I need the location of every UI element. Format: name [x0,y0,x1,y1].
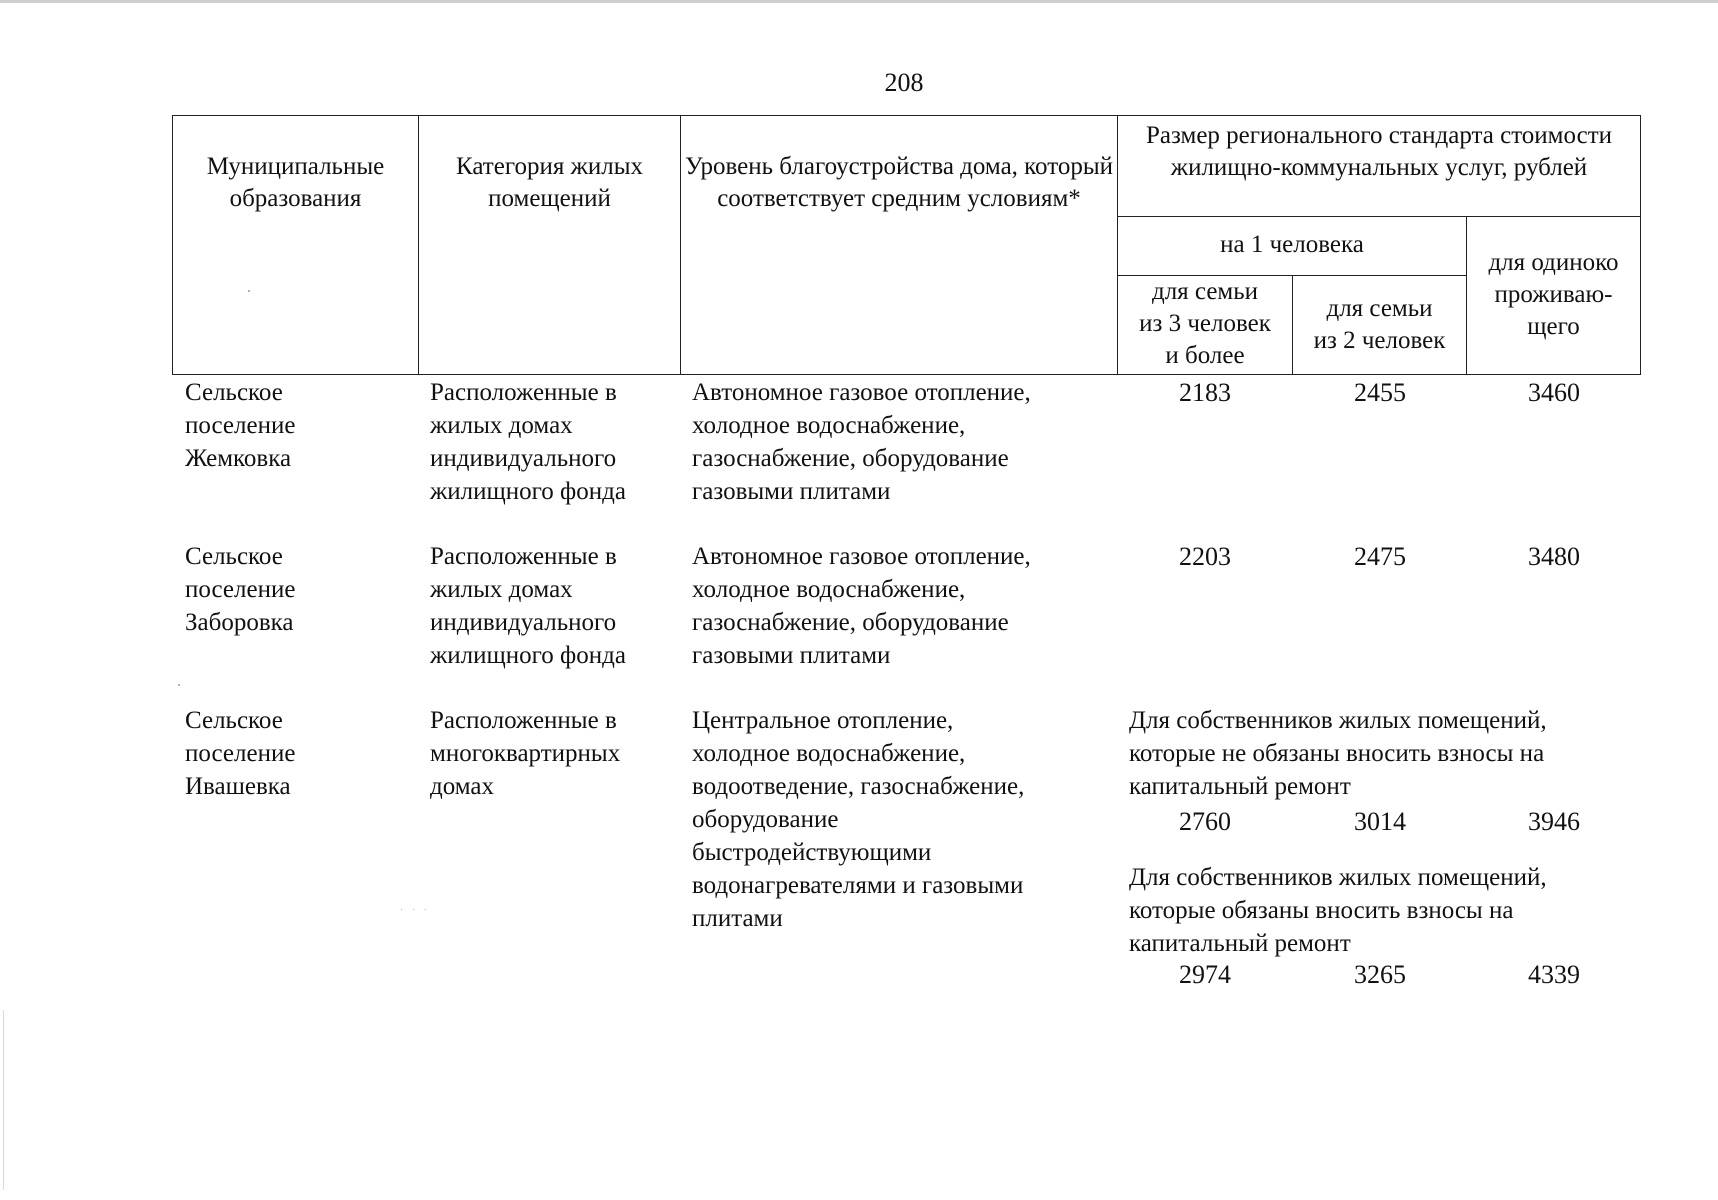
header-family2: для семьи из 2 человек [1292,275,1467,375]
row1-municipal: Сельское поселение Жемковка [185,379,296,472]
scan-border-top [0,0,1718,3]
header-level: Уровень благоустройства дома, который соответствует средним условиям* [680,115,1118,375]
header-standard: Размер регионального стандарта стоимости жилищно-коммунальных услуг, рублей [1117,115,1641,217]
row1-level: Автономное газовое отопление, холодное водоснабжение, газоснабжение, оборудование газовыми плитами [692,379,1031,505]
header-category: Категория жилых помещений [418,115,681,375]
scan-border-left [3,1010,4,1190]
scan-speck [178,684,180,686]
scan-speck [248,290,250,292]
row2-level: Автономное газовое отопление, холодное водоснабжение, газоснабжение, оборудование газовыми плитами [692,543,1031,669]
row3-category: Расположенные в многоквартирных домах [430,707,621,800]
row3-municipal: Сельское поселение Ивашевка [185,707,296,800]
row3-note-a: Для собственников жилых помещений, которые не обязаны вносить взносы на капитальный ремонт [1129,707,1547,800]
row2-municipal: Сельское поселение Заборовка [185,543,296,636]
row3-b-family3: 2974 [1179,960,1231,989]
row3-note-b: Для собственников жилых помещений, которые обязаны вносить взносы на капитальный ремонт [1129,864,1547,957]
row1-family2: 2455 [1354,378,1406,407]
row3-a-family3: 2760 [1179,807,1231,836]
row1-family3: 2183 [1179,378,1231,407]
row2-single: 3480 [1528,542,1580,571]
header-per-person: на 1 человека [1117,216,1467,276]
row3-level: Центральное отопление, холодное водоснабжение, водоотведение, газоснабжение, оборудование быстродействующими водонагревателями и газовыми плитами [692,707,1025,932]
row3-a-single: 3946 [1528,807,1580,836]
header-single: для одиноко проживаю- щего [1466,216,1641,375]
header-family3: для семьи из 3 человек и более [1117,275,1293,375]
row3-b-single: 4339 [1528,960,1580,989]
row1-category: Расположенные в жилых домах индивидуального жилищного фонда [430,379,626,505]
row2-family3: 2203 [1179,542,1231,571]
row2-family2: 2475 [1354,542,1406,571]
page-number: 208 [884,68,924,97]
row3-b-family2: 3265 [1354,960,1406,989]
row3-a-family2: 3014 [1354,807,1406,836]
scan-noise: · · · [400,905,430,916]
row1-single: 3460 [1528,378,1580,407]
header-municipal: Муниципальные образования [172,115,419,375]
row2-category: Расположенные в жилых домах индивидуального жилищного фонда [430,543,626,669]
